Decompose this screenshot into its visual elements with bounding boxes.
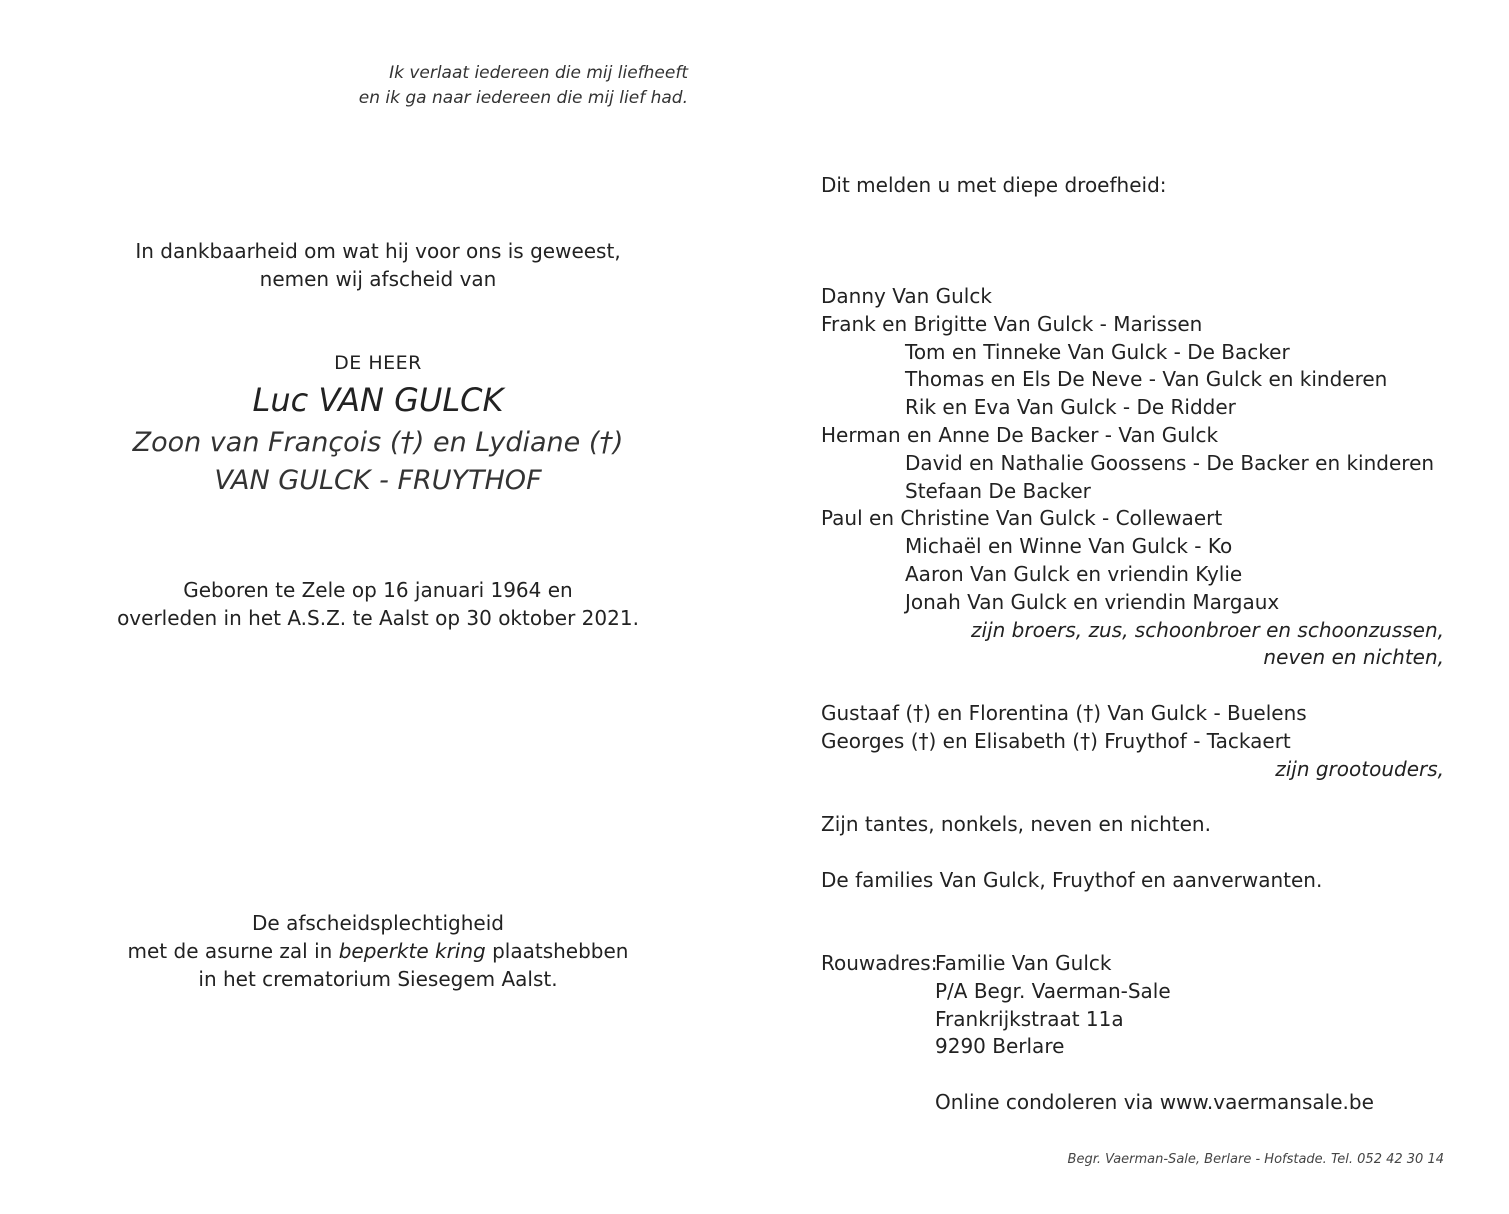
family-member: Stefaan De Backer: [905, 478, 1091, 503]
family-member: Rik en Eva Van Gulck - De Ridder: [905, 395, 1236, 420]
parents-line-1: Zoon van François (†) en Lydiane (†): [132, 427, 624, 458]
family-role-line-2: neven en nichten,: [1263, 645, 1444, 670]
quote-line-1: Ik verlaat iedereen die mij liefheeft: [389, 63, 688, 83]
family-member: Thomas en Els De Neve - Van Gulck en kinderen: [905, 367, 1388, 392]
grandparents-line-2: Georges (†) en Elisabeth (†) Fruythof - Tackaert: [821, 728, 1291, 753]
family-member: Tom en Tinneke Van Gulck - De Backer: [905, 339, 1290, 364]
families-line: De families Van Gulck, Fruythof en aanverwanten.: [821, 868, 1323, 892]
birth-death-dates: [78, 576, 678, 632]
mourning-address: [821, 950, 1444, 1117]
dates-line-1: Geboren te Zele op 16 januari 1964 en: [183, 578, 573, 602]
ceremony-line-1: De afscheidsplechtigheid: [252, 911, 504, 935]
family-member: Herman en Anne De Backer - Van Gulck: [821, 422, 1219, 447]
family-member: Jonah Van Gulck en vriendin Margaux: [905, 589, 1280, 614]
quote-line-2: en ik ga naar iedereen die mij lief had.: [358, 88, 688, 108]
grandparents-role: zijn grootouders,: [1275, 756, 1444, 781]
family-role-line-1: zijn broers, zus, schoonbroer en schoonzussen,: [971, 617, 1444, 642]
deceased-parents: [78, 424, 678, 500]
dates-line-2: overleden in het A.S.Z. te Aalst op 30 oktober 2021.: [117, 606, 639, 630]
family-member: Paul en Christine Van Gulck - Collewaert: [821, 506, 1223, 531]
family-list: [821, 283, 1444, 672]
relatives-line: Zijn tantes, nonkels, neven en nichten.: [821, 812, 1211, 836]
family-member: Aaron Van Gulck en vriendin Kylie: [905, 561, 1243, 586]
address-line-4: 9290 Berlare: [935, 1034, 1065, 1059]
ceremony-line-2: [78, 937, 678, 965]
opening-quote: [188, 61, 688, 111]
address-label: Rouwadres:: [821, 951, 938, 975]
address-line-2: P/A Begr. Vaerman-Sale: [935, 978, 1171, 1003]
ceremony-line-2-after: plaatshebben: [485, 939, 629, 963]
address-line-1: Familie Van Gulck: [935, 951, 1112, 975]
ceremony-line-2-before: met de asurne zal in: [127, 939, 339, 963]
family-member: Danny Van Gulck: [821, 284, 992, 308]
family-member: David en Nathalie Goossens - De Backer en kinderen: [905, 450, 1435, 475]
grandparents-line-1: Gustaaf (†) en Florentina (†) Van Gulck - Buelens: [821, 701, 1307, 725]
intro-text: [78, 237, 678, 293]
deceased-title: DE HEER: [334, 352, 422, 374]
grandparents: [821, 700, 1444, 783]
intro-line-2: nemen wij afscheid van: [259, 267, 497, 291]
ceremony-emphasis: beperkte kring: [338, 939, 486, 963]
ceremony-info: [78, 909, 678, 993]
parents-line-2: VAN GULCK - FRUYTHOF: [214, 465, 542, 496]
online-condolence: Online condoleren via www.vaermansale.be: [935, 1089, 1374, 1114]
family-member: Frank en Brigitte Van Gulck - Marissen: [821, 311, 1203, 336]
funeral-home-footer: Begr. Vaerman-Sale, Berlare - Hofstade. Tel. 052 42 30 14: [1067, 1152, 1444, 1167]
announcement: Dit melden u met diepe droefheid:: [821, 173, 1167, 197]
deceased-name: Luc VAN GULCK: [252, 381, 504, 419]
family-member: Michaël en Winne Van Gulck - Ko: [905, 534, 1233, 559]
ceremony-line-3: in het crematorium Siesegem Aalst.: [198, 967, 558, 991]
address-line-3: Frankrijkstraat 11a: [935, 1006, 1124, 1031]
intro-line-1: In dankbaarheid om wat hij voor ons is geweest,: [135, 239, 621, 263]
